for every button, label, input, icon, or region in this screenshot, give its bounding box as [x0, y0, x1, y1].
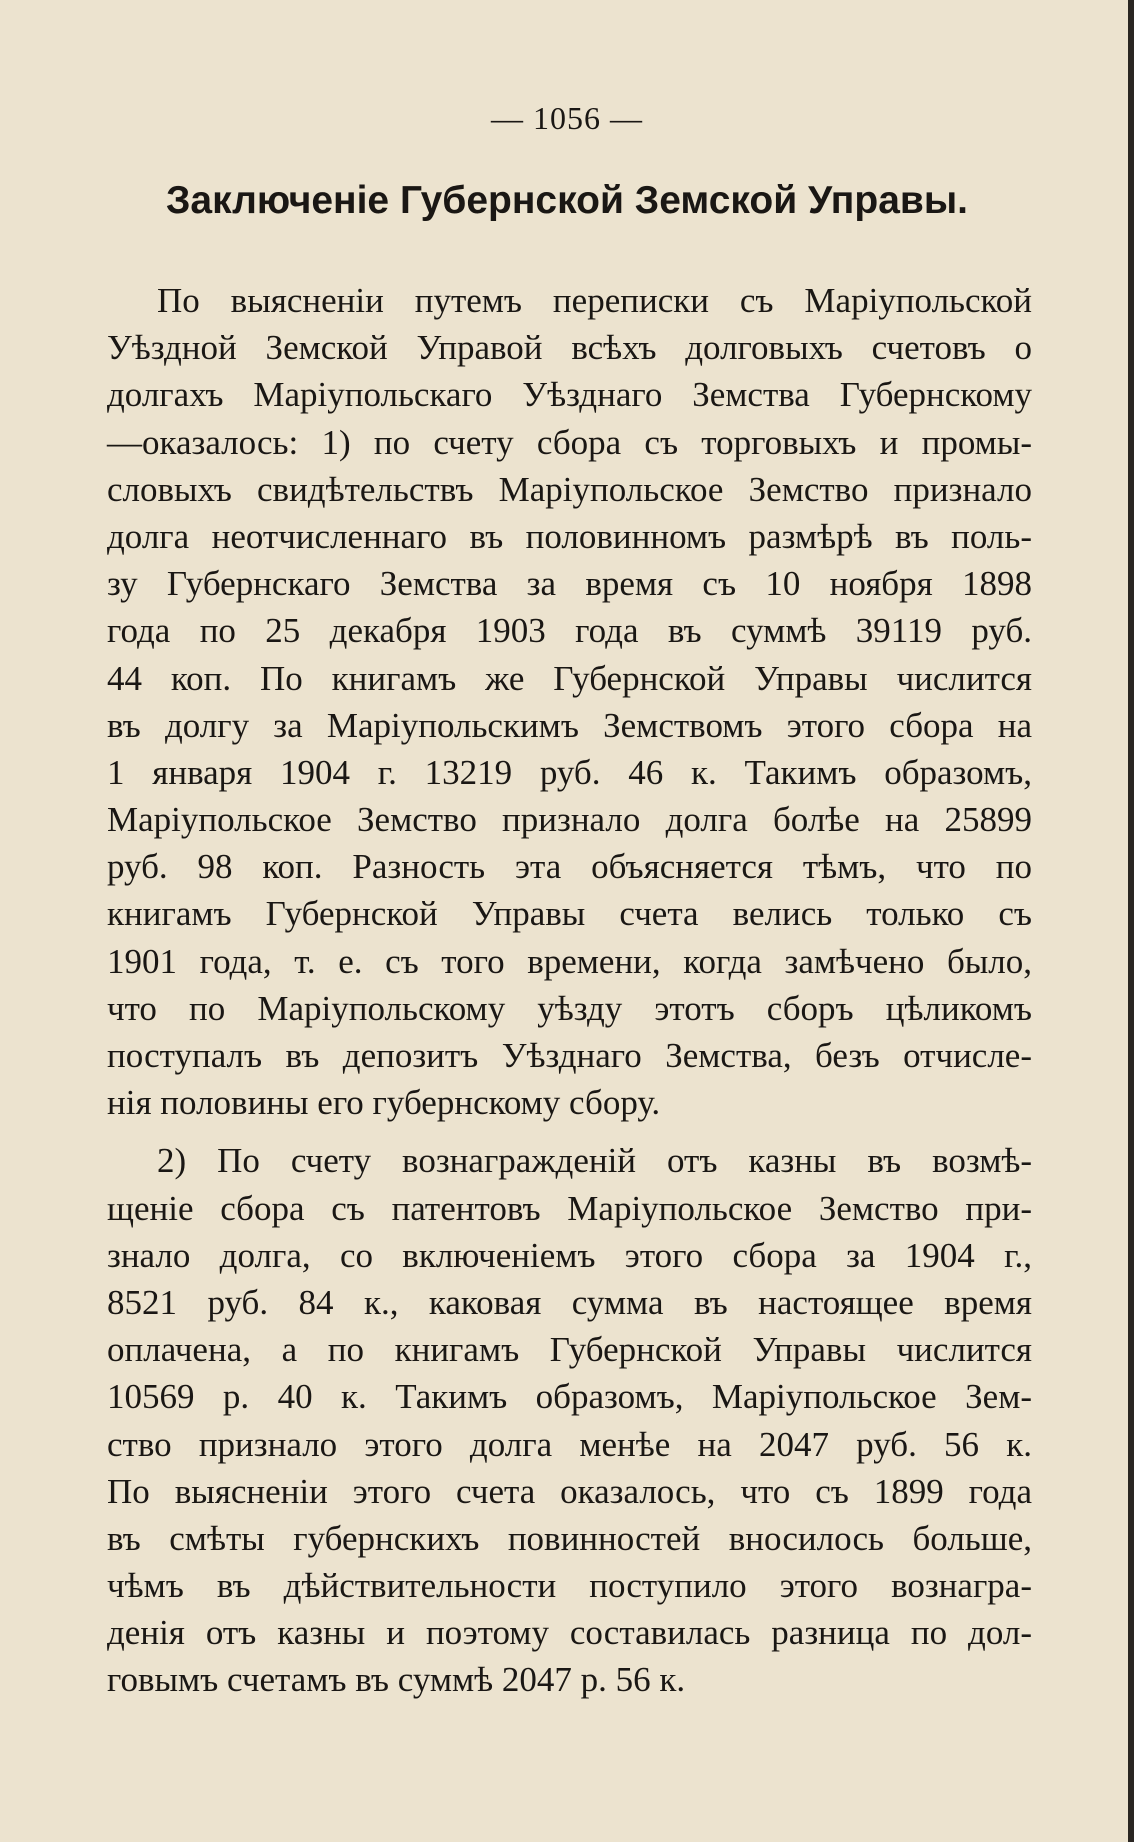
text-line: что по Маріупольскому уѣзду этотъ сборъ цѣликомъ — [107, 988, 1032, 1028]
text-line: 8521 руб. 84 к., каковая сумма въ настоящее время — [107, 1282, 1032, 1322]
text-line: книгамъ Губернской Управы счета велись только съ — [107, 894, 1032, 934]
text-line: чѣмъ въ дѣйствительности поступило этого вознагра- — [107, 1566, 1032, 1606]
text-line: Маріупольское Земство признало долга болѣе на 25899 — [107, 800, 1032, 840]
text-line: —оказалось: 1) по счету сбора съ торговыхъ и промы- — [107, 422, 1032, 462]
text-line: 1 января 1904 г. 13219 руб. 46 к. Такимъ образомъ, — [107, 752, 1032, 792]
text-line: зу Губернскаго Земства за время съ 10 ноября 1898 — [107, 564, 1032, 604]
text-line: года по 25 декабря 1903 года въ суммѣ 39119 руб. — [107, 611, 1032, 651]
text-line: знало долга, со включеніемъ этого сбора за 1904 г., — [107, 1235, 1032, 1275]
text-line: руб. 98 коп. Разность эта объясняется тѣмъ, что по — [107, 847, 1032, 887]
text-line: долга неотчисленнаго въ половинномъ размѣрѣ въ поль- — [107, 516, 1032, 556]
text-line: поступалъ въ депозитъ Уѣзднаго Земства, безъ отчисле- — [107, 1036, 1032, 1075]
text-line: Уѣздной Земской Управой всѣхъ долговыхъ счетовъ о — [107, 328, 1032, 368]
text-line: словыхъ свидѣтельствъ Маріупольское Земство признало — [107, 469, 1032, 509]
paragraph-2 — [107, 1137, 1032, 1703]
paragraph-gap — [107, 1126, 1032, 1137]
text-line: По выясненіи путемъ переписки съ Маріупольской — [157, 281, 1032, 320]
text-line: въ смѣты губернскихъ повинностей вносилось больше, — [107, 1518, 1032, 1558]
page-title: Заключеніе Губернской Земской Управы. — [166, 179, 968, 222]
paragraph-1 — [107, 277, 1032, 1126]
text-line: ство признало этого долга менѣе на 2047 руб. 56 к. — [107, 1424, 1032, 1464]
text-line: 10569 р. 40 к. Такимъ образомъ, Маріупольское Зем- — [107, 1377, 1032, 1417]
text-line: 44 коп. По книгамъ же Губернской Управы числится — [107, 658, 1032, 698]
text-line: долгахъ Маріупольскаго Уѣзднаго Земства Губернскому — [107, 375, 1032, 415]
text-line: щеніе сбора съ патентовъ Маріупольское Земство при- — [107, 1188, 1032, 1228]
page-number: — 1056 — — [491, 100, 643, 136]
text-line: въ долгу за Маріупольскимъ Земствомъ этого сбора на — [107, 705, 1032, 745]
body-text — [107, 277, 1032, 1704]
page-edge — [1128, 0, 1134, 1842]
text-line: 1901 года, т. е. съ того времени, когда замѣчено было, — [107, 941, 1032, 981]
text-line: По выясненіи этого счета оказалось, что съ 1899 года — [107, 1471, 1032, 1511]
text-line: говымъ счетамъ въ суммѣ 2047 р. 56 к. — [107, 1660, 686, 1700]
text-line: нія половины его губернскому сбору. — [107, 1083, 661, 1123]
text-line: 2) По счету вознагражденій отъ казны въ возмѣ- — [157, 1141, 1032, 1181]
text-line: денія отъ казны и поэтому составилась разница по дол- — [107, 1613, 1032, 1653]
text-line: оплачена, а по книгамъ Губернской Управы числится — [107, 1330, 1032, 1370]
